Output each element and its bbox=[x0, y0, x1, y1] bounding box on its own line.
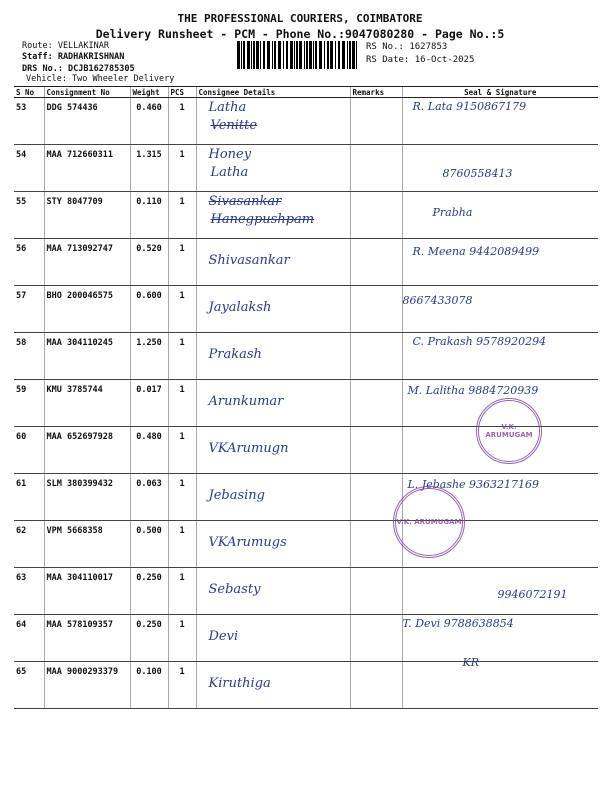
signature-cell bbox=[402, 98, 598, 145]
signature-handwriting: L. Jebashe 9363217169 bbox=[407, 478, 540, 491]
signature-cell bbox=[402, 615, 598, 662]
signature-handwriting: R. Meena 9442089499 bbox=[412, 245, 540, 258]
col-remarks: Remarks bbox=[350, 87, 402, 98]
consignee-details bbox=[196, 662, 350, 709]
weight-value: 0.500 bbox=[130, 521, 168, 568]
table-row bbox=[14, 568, 598, 615]
table-row bbox=[14, 239, 598, 286]
weight-value: 0.250 bbox=[130, 615, 168, 662]
pcs-value: 1 bbox=[168, 239, 196, 286]
weight-value: 0.480 bbox=[130, 427, 168, 474]
consignee-handwriting: Devi bbox=[208, 629, 239, 644]
remarks-cell bbox=[350, 662, 402, 709]
consignee-details bbox=[196, 145, 350, 192]
seal-stamp bbox=[393, 486, 465, 558]
seal-text: V.K. ARUMUGAM bbox=[396, 518, 462, 526]
pcs-value: 1 bbox=[168, 145, 196, 192]
consignment-number: VPM 5668358 bbox=[44, 521, 130, 568]
consignee-handwriting: Jayalaksh bbox=[208, 300, 272, 315]
signature-cell bbox=[402, 286, 598, 333]
consignment-number: MAA 304110017 bbox=[44, 568, 130, 615]
table-row bbox=[14, 474, 598, 521]
consignee-handwriting: Latha bbox=[208, 100, 247, 115]
remarks-cell bbox=[350, 98, 402, 145]
serial-number: 63 bbox=[14, 568, 44, 615]
col-consignee: Consignee Details bbox=[196, 87, 350, 98]
signature-handwriting: 9946072191 bbox=[497, 588, 568, 601]
col-pcs: PCS bbox=[168, 87, 196, 98]
table-row bbox=[14, 98, 598, 145]
pcs-value: 1 bbox=[168, 615, 196, 662]
weight-value: 0.110 bbox=[130, 192, 168, 239]
consignment-number: SLM 380399432 bbox=[44, 474, 130, 521]
weight-value: 0.250 bbox=[130, 568, 168, 615]
consignment-number: STY 8047709 bbox=[44, 192, 130, 239]
pcs-value: 1 bbox=[168, 474, 196, 521]
consignee-handwriting: Sivasankar bbox=[208, 194, 282, 209]
remarks-cell bbox=[350, 427, 402, 474]
signature-handwriting: M. Lalitha 9884720939 bbox=[407, 384, 539, 397]
weight-value: 0.520 bbox=[130, 239, 168, 286]
consignee-handwriting: Prakash bbox=[208, 347, 262, 362]
pcs-value: 1 bbox=[168, 380, 196, 427]
remarks-cell bbox=[350, 333, 402, 380]
serial-number: 56 bbox=[14, 239, 44, 286]
staff-line: Staff: RADHAKRISHNAN bbox=[22, 52, 125, 62]
serial-number: 65 bbox=[14, 662, 44, 709]
weight-value: 1.315 bbox=[130, 145, 168, 192]
consignee-details bbox=[196, 333, 350, 380]
signature-handwriting: 8667433078 bbox=[402, 294, 473, 307]
consignment-number: MAA 9000293379 bbox=[44, 662, 130, 709]
weight-value: 1.250 bbox=[130, 333, 168, 380]
signature-cell bbox=[402, 656, 598, 709]
rs-number: RS No.: 1627853 bbox=[366, 42, 448, 52]
consignment-number: MAA 713092747 bbox=[44, 239, 130, 286]
signature-handwriting: R. Lata 9150867179 bbox=[412, 100, 527, 113]
consignee-details bbox=[196, 615, 350, 662]
consignee-details bbox=[196, 427, 350, 474]
serial-number: 62 bbox=[14, 521, 44, 568]
remarks-cell bbox=[350, 380, 402, 427]
col-weight: Weight bbox=[130, 87, 168, 98]
consignee-handwriting: VKArumugn bbox=[208, 441, 289, 456]
table-row bbox=[14, 662, 598, 709]
table-row bbox=[14, 615, 598, 662]
serial-number: 53 bbox=[14, 98, 44, 145]
consignee-details bbox=[196, 239, 350, 286]
pcs-value: 1 bbox=[168, 98, 196, 145]
consignee-handwriting: Kiruthiga bbox=[208, 676, 271, 691]
col-sno: S No bbox=[14, 87, 44, 98]
consignment-number: MAA 578109357 bbox=[44, 615, 130, 662]
consignee-handwriting: VKArumugs bbox=[208, 535, 287, 550]
seal-stamp bbox=[476, 398, 542, 464]
signature-handwriting: 8760558413 bbox=[442, 167, 513, 180]
consignment-number: MAA 712660311 bbox=[44, 145, 130, 192]
table-row bbox=[14, 192, 598, 239]
consignee-handwriting: Honey bbox=[208, 147, 252, 162]
table-header-row bbox=[14, 87, 598, 98]
consignment-number: MAA 652697928 bbox=[44, 427, 130, 474]
weight-value: 0.460 bbox=[130, 98, 168, 145]
consignee-handwriting: Sebasty bbox=[208, 582, 261, 597]
runsheet-subtitle: Delivery Runsheet - PCM - Phone No.:9047080280 - Page No.:5 bbox=[95, 27, 505, 41]
consignee-details bbox=[196, 568, 350, 615]
signature-handwriting: C. Prakash 9578920294 bbox=[412, 335, 547, 348]
table-row bbox=[14, 286, 598, 333]
serial-number: 58 bbox=[14, 333, 44, 380]
consignee-handwriting: Jebasing bbox=[208, 488, 266, 503]
consignee-handwriting: Hanegpushpam bbox=[210, 212, 315, 227]
remarks-cell bbox=[350, 239, 402, 286]
serial-number: 60 bbox=[14, 427, 44, 474]
consignee-details bbox=[196, 380, 350, 427]
signature-handwriting: Prabha bbox=[432, 206, 473, 219]
remarks-cell bbox=[350, 568, 402, 615]
col-signature: Seal & Signature bbox=[402, 87, 598, 98]
signature-cell bbox=[402, 333, 598, 380]
remarks-cell bbox=[350, 145, 402, 192]
signature-cell bbox=[402, 568, 598, 615]
signature-cell bbox=[402, 145, 598, 192]
table-row bbox=[14, 521, 598, 568]
rs-date: RS Date: 16-Oct-2025 bbox=[366, 55, 475, 65]
consignee-handwriting: Arunkumar bbox=[208, 394, 284, 409]
serial-number: 61 bbox=[14, 474, 44, 521]
signature-cell bbox=[402, 239, 598, 286]
consignee-handwriting: Latha bbox=[210, 165, 249, 180]
serial-number: 57 bbox=[14, 286, 44, 333]
serial-number: 54 bbox=[14, 145, 44, 192]
pcs-value: 1 bbox=[168, 568, 196, 615]
barcode bbox=[237, 41, 359, 69]
consignee-handwriting: Shivasankar bbox=[208, 253, 290, 268]
weight-value: 0.600 bbox=[130, 286, 168, 333]
pcs-value: 1 bbox=[168, 521, 196, 568]
company-title: THE PROFESSIONAL COURIERS, COIMBATORE bbox=[177, 12, 423, 25]
consignee-handwriting: Venitte bbox=[210, 118, 258, 133]
table-row bbox=[14, 333, 598, 380]
pcs-value: 1 bbox=[168, 333, 196, 380]
remarks-cell bbox=[350, 192, 402, 239]
pcs-value: 1 bbox=[168, 662, 196, 709]
weight-value: 0.063 bbox=[130, 474, 168, 521]
signature-cell bbox=[402, 192, 598, 239]
consignment-number: DDG 574436 bbox=[44, 98, 130, 145]
signature-handwriting: KR bbox=[462, 656, 479, 669]
weight-value: 0.017 bbox=[130, 380, 168, 427]
consignment-number: KMU 3785744 bbox=[44, 380, 130, 427]
consignment-number: BHO 200046575 bbox=[44, 286, 130, 333]
serial-number: 55 bbox=[14, 192, 44, 239]
vehicle-line: Vehicle: Two Wheeler Delivery bbox=[26, 74, 175, 84]
col-consignment: Consignment No bbox=[44, 87, 130, 98]
consignment-number: MAA 304110245 bbox=[44, 333, 130, 380]
drs-line: DRS No.: DCJB162785305 bbox=[22, 64, 135, 74]
pcs-value: 1 bbox=[168, 427, 196, 474]
consignee-details bbox=[196, 192, 350, 239]
remarks-cell bbox=[350, 286, 402, 333]
consignee-details bbox=[196, 286, 350, 333]
signature-handwriting: T. Devi 9788638854 bbox=[402, 617, 514, 630]
serial-number: 59 bbox=[14, 380, 44, 427]
table-row bbox=[14, 145, 598, 192]
remarks-cell bbox=[350, 615, 402, 662]
consignee-details bbox=[196, 474, 350, 521]
pcs-value: 1 bbox=[168, 286, 196, 333]
seal-text: V.K. ARUMUGAM bbox=[485, 423, 533, 439]
consignee-details bbox=[196, 98, 350, 145]
weight-value: 0.100 bbox=[130, 662, 168, 709]
pcs-value: 1 bbox=[168, 192, 196, 239]
serial-number: 64 bbox=[14, 615, 44, 662]
route-line: Route: VELLAKINAR bbox=[22, 41, 109, 51]
consignee-details bbox=[196, 521, 350, 568]
